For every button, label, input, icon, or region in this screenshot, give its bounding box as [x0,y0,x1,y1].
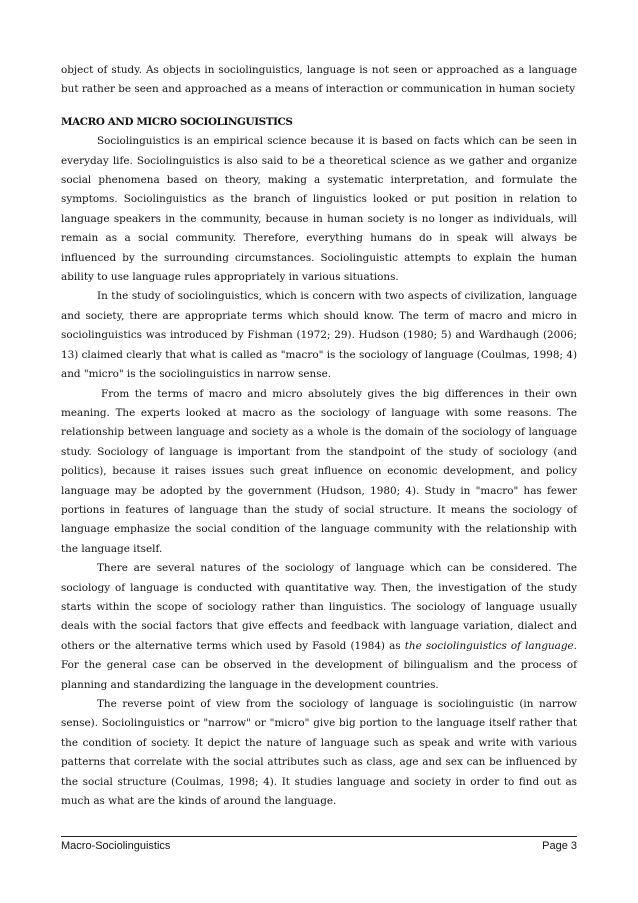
paragraph-text-start: There are several natures of the sociology of language which can be considered. The sociology of language is conducted with quantitative way. Then, the investigation of the study starts within the scope of sociology rather than linguistics. The sociology of language usually deals with the social factors that give effects and feedback with language variation, dialect and others or the alternative terms which used by Fasold (1984) as [61,562,577,652]
italic-term: the sociolinguistics of language [404,639,574,652]
footer-document-title: Macro-Sociolinguistics [61,840,171,852]
paragraph-macro-micro-terms: In the study of sociolinguistics, which is concern with two aspects of civilization, language and society, there are appropriate terms which should know. The term of macro and micro in sociolinguistics was introduced by Fishman (1972; 29). Hudson (1980; 5) and Wardhaugh (2006; 13) claimed clearly that what is called as "macro" is the sociology of language (Coulmas, 1998; 4) and "micro" is the sociolinguistics in narrow sense. [61,290,577,381]
opening-paragraph: object of study. As objects in sociolinguistics, language is not seen or approached as a language but rather be seen and approached as a means of interaction or communication in human society [61,64,577,96]
footer-page-number: Page 3 [542,840,577,852]
page-footer [61,836,577,852]
paragraph-empirical-science: Sociolinguistics is an empirical science because it is based on facts which can be seen in everyday life. Sociolinguistics is also said to be a theoretical science as we gather and organize social phenomena based on theory, making a systematic interpretation, and formulate the symptoms. Sociolinguistics as the branch of linguistics looked or put position in relation to language speakers in the community, because in human society is no longer as individuals, will remain as a social community. Therefore, everything humans do in speak will always be influenced by the surrounding circumstances. Sociolinguistic attempts to explain the human ability to use language rules appropriately in various situations. [61,135,577,284]
paragraph-micro-sociolinguistics: The reverse point of view from the sociology of language is sociolinguistic (in narrow sense). Sociolinguistics or "narrow" or "micro" give big portion to the language itself rather that the condition of society. It depict the nature of language such as speak and write with various patterns that correlate with the social attributes such as class, age and sex can be influenced by the social structure (Coulmas, 1998; 4). It studies language and society in order to find out as much as what are the kinds of around the language. [61,698,577,808]
paragraph-sociology-of-language [61,559,577,695]
paragraph-macro-meaning: From the terms of macro and micro absolutely gives the big differences in their own meaning. The experts looked at macro as the sociology of language with some reasons. The relationship between language and society as a whole is the domain of the sociology of language study. Sociology of language is important from the standpoint of the study of sociology (and politics), because it raises issues such great influence on economic development, and policy language may be adopted by the government (Hudson, 1980; 4). Study in "macro" has fewer portions in features of language than the study of social structure. It means the sociology of language emphasize the social condition of the language community with the relationship with the language itself. [61,387,577,555]
section-heading: MACRO AND MICRO SOCIOLINGUISTICS [61,115,293,128]
paragraph-text-end: . For the general case can be observed in the development of bilingualism and the process of planning and standardizing the language in the development countries. [61,639,577,691]
page-body [61,61,577,811]
